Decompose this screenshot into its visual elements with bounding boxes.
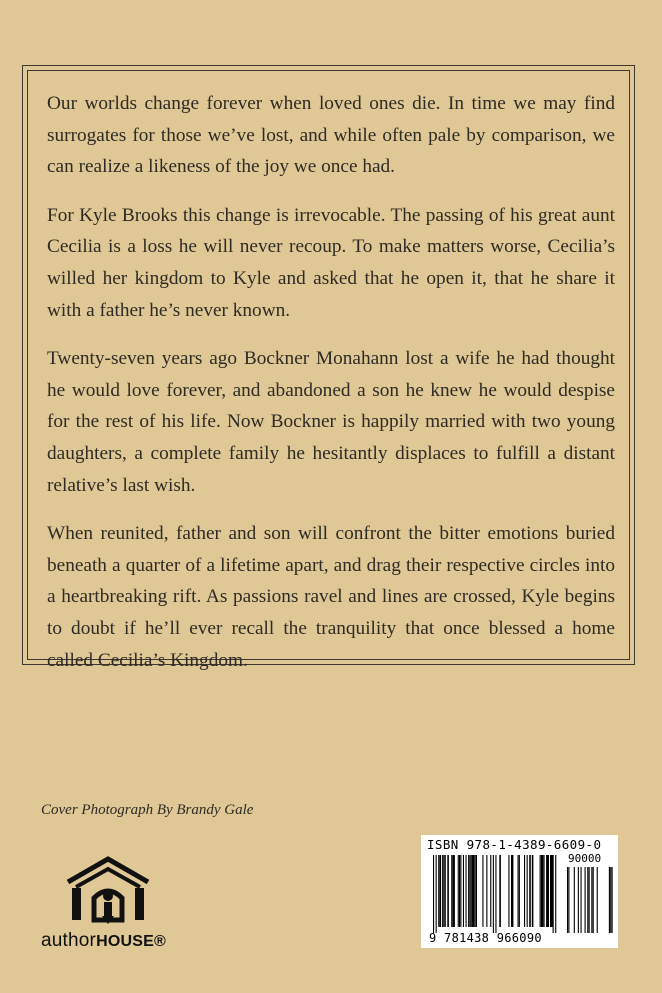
publisher-name-part2: HOUSE: [96, 933, 154, 950]
publisher-name-part1: author: [41, 930, 97, 951]
blurb-paragraph-3: Twenty-seven years ago Bockner Monahann lost a wife he had thought he would love forever, and abandoned a son he knew he would despise for the rest of his life. Now Bockner is happily married with two young daughters, a complete family he hesitantly displaces to fulfill a distant relative’s last wish.: [47, 348, 615, 496]
cover-photo-credit: Cover Photograph By Brandy Gale: [41, 802, 254, 818]
isbn-text: ISBN 978-1-4389-6609-0: [427, 837, 602, 852]
blurb-paragraph-4: When reunited, father and son will confront the bitter emotions buried beneath a quarter of a lifetime apart, and drag their respective circles into a heartbreaking rift. As passions ravel and lines are crossed, Kyle begins to doubt if he’ll ever recall the tranquility that once blessed a home called Cecilia’s Kingdom.: [47, 523, 615, 671]
publisher-name: [41, 930, 166, 952]
blurb-paragraph-1: Our worlds change forever when loved ones die. In time we may find surrogates for those we’ve lost, and while often pale by comparison, we can realize a likeness of the joy we once had.: [47, 93, 615, 178]
barcode-number: 9 781438 966090: [429, 931, 542, 945]
blurb-paragraph-2: For Kyle Brooks this change is irrevocable. The passing of his great aunt Cecilia is a loss he will never recoup. To make matters worse, Cecilia’s willed her kingdom to Kyle and asked that he open it, that he share it with a father he’s never known.: [47, 204, 615, 321]
blurb-text: [47, 88, 615, 693]
authorhouse-logo-icon: [66, 856, 150, 926]
registered-mark: ®: [153, 933, 166, 950]
price-code: 90000: [568, 852, 602, 865]
barcode: [421, 835, 618, 948]
